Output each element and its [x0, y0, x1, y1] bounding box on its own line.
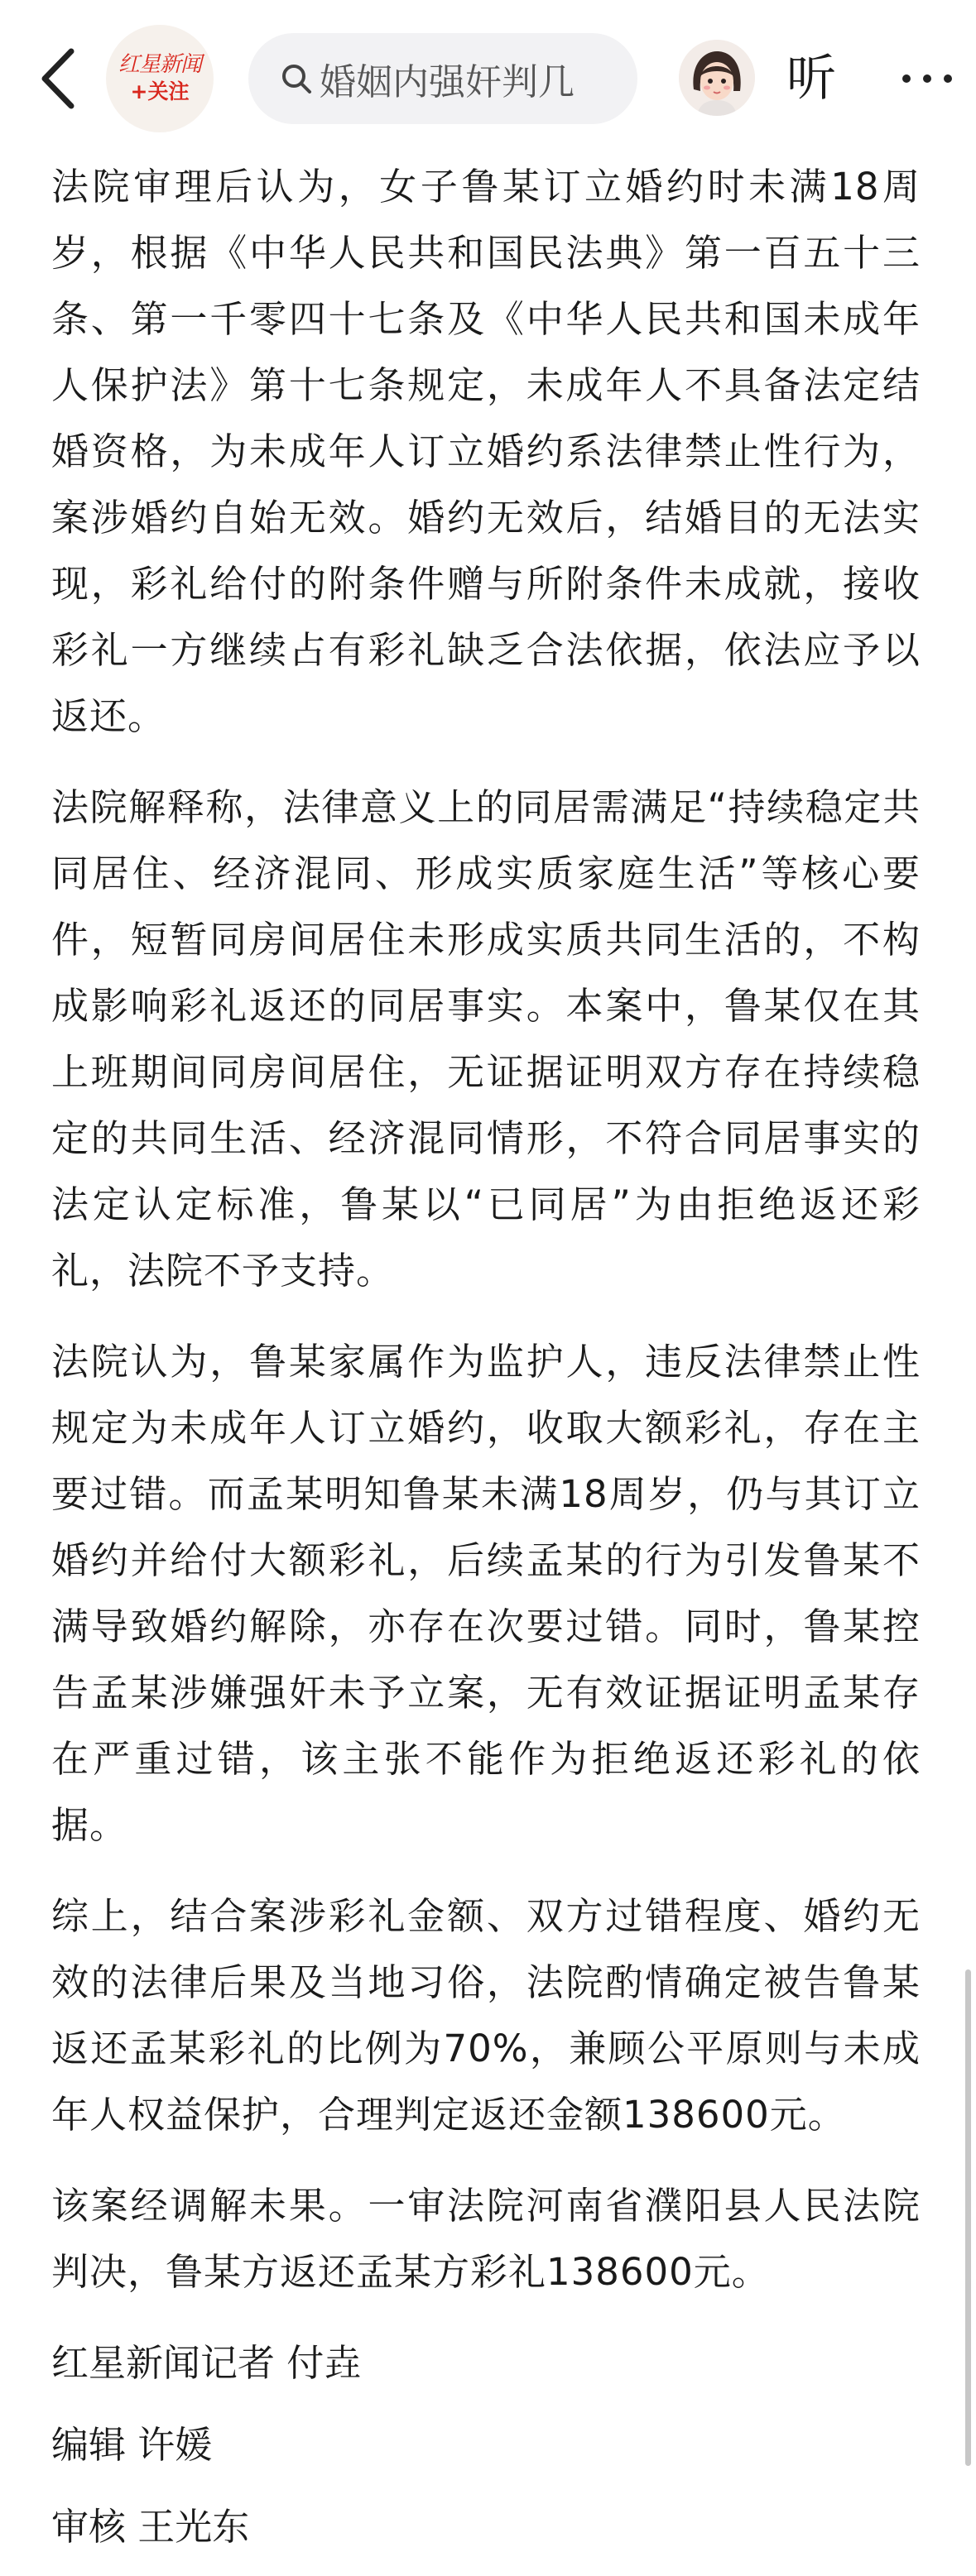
scrollbar-thumb[interactable]: [965, 1969, 971, 2466]
more-dots-icon: [898, 58, 956, 99]
publisher-logo[interactable]: [106, 25, 214, 132]
back-button[interactable]: [33, 41, 91, 116]
follow-button[interactable]: +关注: [130, 79, 190, 103]
top-navigation-bar: [0, 0, 976, 157]
publisher-logo-name: 红星新闻: [118, 52, 201, 77]
reviewer-credit: 审核 王光东: [51, 2505, 250, 2549]
article-paragraph-4: 综上，结合案涉彩礼金额、双方过错程度、婚约无效的法律后果及当地习俗，法院酌情确定被告鲁某返还孟某彩礼的比例为70%，兼顾公平原则与未成年人权益保护，合理判定返还金额138600元。: [51, 1894, 921, 2137]
editor-credit: 编辑 许媛: [51, 2423, 213, 2467]
article-paragraph-5: 该案经调解未果。一审法院河南省濮阳县人民法院判决，鲁某方返还孟某方彩礼138600元。: [51, 2184, 921, 2294]
listen-button[interactable]: 听: [786, 50, 836, 108]
search-icon: [280, 62, 313, 95]
article-paragraph-3: 法院认为，鲁某家属作为监护人，违反法律禁止性规定为未成年人订立婚约，收取大额彩礼，存在主要过错。而孟某明知鲁某未满18周岁，仍与其订立婚约并给付大额彩礼，后续孟某的行为引发鲁某不满导致婚约解除，亦存在次要过错。同时，鲁某控告孟某涉嫌强奸未予立案，无有效证据证明孟某存在严重过错，该主张不能作为拒绝返还彩礼的依据。: [51, 1340, 921, 1847]
more-options-button[interactable]: [898, 58, 956, 99]
search-box[interactable]: [248, 33, 637, 124]
cartoon-avatar-icon[interactable]: [679, 40, 755, 116]
reporter-credit: 红星新闻记者 付垚: [51, 2341, 362, 2385]
article-paragraph-2: 法院解释称，法律意义上的同居需满足“持续稳定共同居住、经济混同、形成实质家庭生活”等核心要件，短暂同房间居住未形成实质共同生活的，不构成影响彩礼返还的同居事实。本案中，鲁某仅在其上班期间同房间居住，无证据证明双方存在持续稳定的共同生活、经济混同情形，不符合同居事实的法定认定标准，鲁某以“已同居”为由拒绝返还彩礼，法院不予支持。: [51, 785, 921, 1293]
chevron-left-icon: [33, 41, 91, 116]
search-query-text: 婚姻内强奸判几: [320, 61, 575, 103]
article-body: [51, 154, 921, 2576]
article-paragraph-1: 法院审理后认为，女子鲁某订立婚约时未满18周岁，根据《中华人民共和国民法典》第一百五十三条、第一千零四十七条及《中华人民共和国未成年人保护法》第十七条规定，未成年人不具备法定结婚资格，为未成年人订立婚约系法律禁止性行为，案涉婚约自始无效。婚约无效后，结婚目的无法实现，彩礼给付的附条件赠与所附条件未成就，接收彩礼一方继续占有彩礼缺乏合法依据，依法应予以返还。: [51, 165, 921, 738]
